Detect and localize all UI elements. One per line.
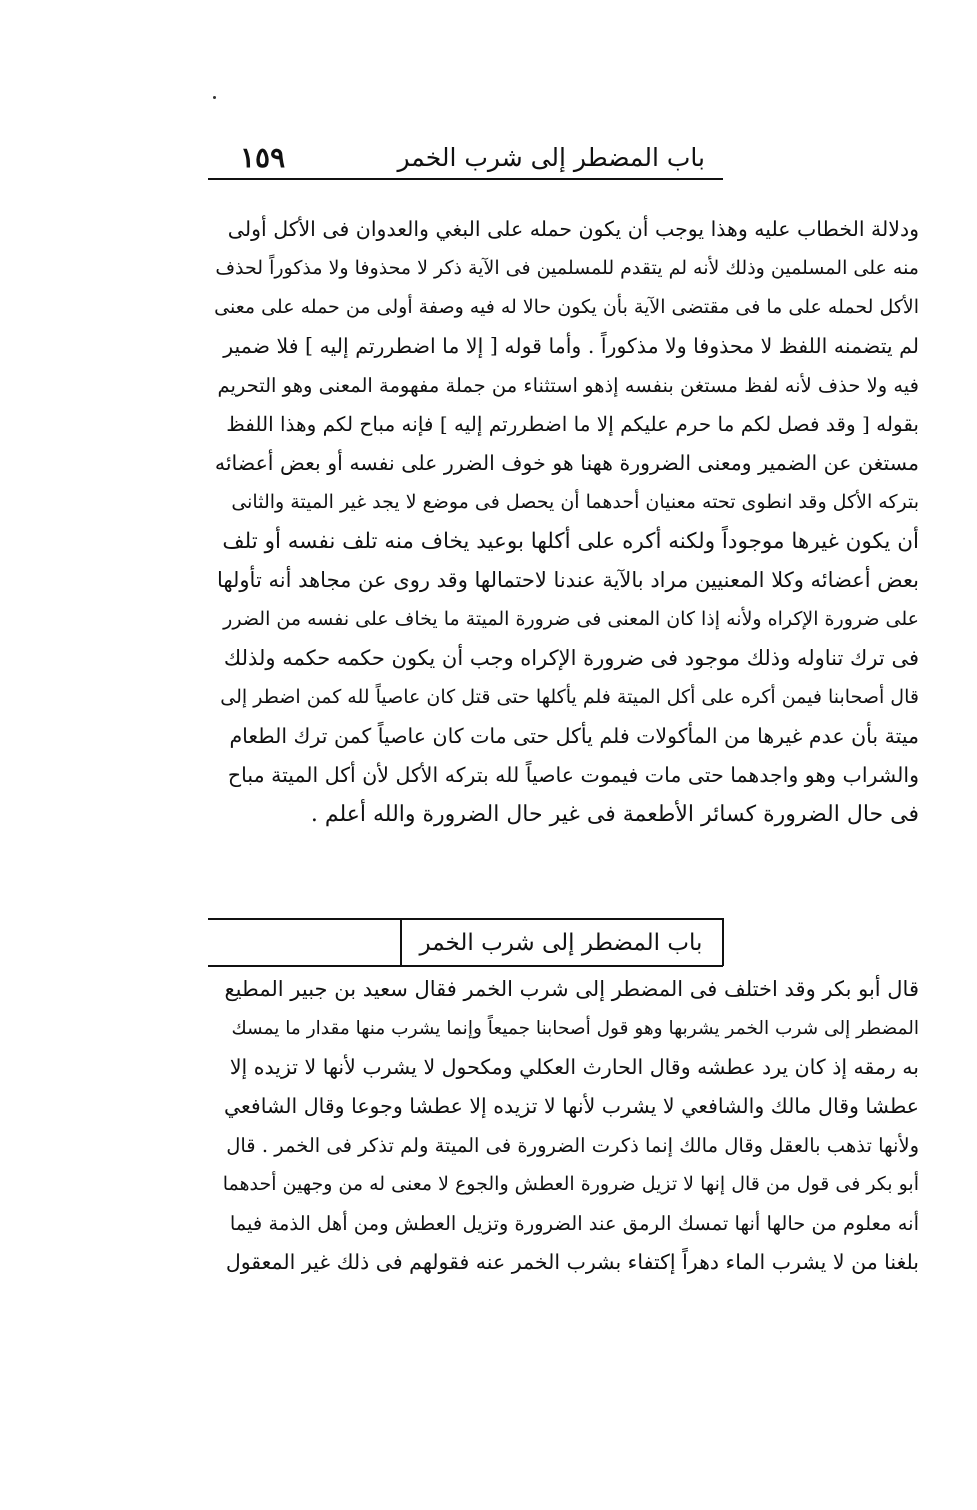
text-line: الأكل لحمله على ما فى مقتضى الآية بأن يكون حالا له فيه وصفة أولى من حمله على معنى <box>214 296 919 318</box>
page-number: ١٥٩ <box>240 141 286 174</box>
text-line: أنه معلوم من حالها أنها تمسك الرمق عند الضرورة وتزيل العطش ومن أهل الذمة فيما <box>229 1212 919 1235</box>
section-title: باب المضطر إلى شرب الخمر <box>419 930 703 956</box>
text-line: قال أبو بكر وقد اختلف فى المضطر إلى شرب الخمر فقال سعيد بن جبير المطيع <box>224 977 919 1001</box>
text-line: به رمقه إذ كان يرد عطشه وقال الحارث العكلي ومكحول لا يشرب لأنها لا تزيده إلا <box>229 1055 919 1079</box>
text-line: مستغن عن الضمير ومعنى الضرورة ههنا هو خوف الضرر على نفسه أو بعض أعضائه <box>214 451 919 475</box>
text-line: بتركه الأكل وقد انطوى تحته معنيان أحدهما أن يحصل فى موضع لا يجد غير الميتة والثانى <box>231 491 919 513</box>
paragraph-1 <box>214 210 919 834</box>
text-line: عطشا وقال مالك والشافعي لا يشرب لأنها لا تزيده إلا عطشا وجوعا وقال الشافعي <box>223 1094 919 1118</box>
text-line: أبو بكر فى قول من قال إنها لا تزيل ضرورة العطش والجوع لا معنى له من وجهين أحدهما <box>222 1173 919 1195</box>
text-line: بلغنا من لا يشرب الماء دهراً إكتفاء بشرب الخمر عنه فقولهم فى ذلك غير المعقول <box>225 1250 919 1274</box>
text-line: المضطر إلى شرب الخمر يشربها وهو قول أصحابنا جميعاً وإنما يشرب منها مقدار ما يمسك <box>231 1018 919 1039</box>
section-rule-top <box>208 918 723 920</box>
text-line: فى حال الضرورة كسائر الأطعمة فى غير حال الضرورة والله أعلم . <box>310 802 919 827</box>
page-header <box>208 132 723 180</box>
ink-speck <box>213 96 216 99</box>
section-box-right-edge <box>722 918 724 966</box>
text-line: لم يتضمنه اللفظ لا محذوفا ولا مذكوراً . وأما قوله [ إلا ما اضطررتم إليه ] فلا ضمير <box>223 334 919 358</box>
text-line: والشراب وهو واجدهما حتى مات فيموت عاصياً لله بتركه الأكل لأن أكل الميتة مباح <box>227 763 919 787</box>
text-line: منه على المسلمين وذلك لأنه لم يتقدم للمسلمين فى الآية ذكر لا محذوفا ولا مذكوراً لحذف <box>215 257 919 279</box>
running-title: باب المضطر إلى شرب الخمر <box>397 143 705 172</box>
text-line: ميتة بأن عدم غيرها من المأكولات فلم يأكل حتى مات كان عاصياً كمن ترك الطعام <box>229 724 919 748</box>
text-line: بقوله [ وقد فصل لكم ما حرم عليكم إلا ما اضطررتم إليه ] فإنه مباح لكم وهذا اللفظ <box>226 412 919 436</box>
text-line: أن يكون غيرها موجوداً ولكنه أكره على أكلها بوعيد يخاف منه تلف نفسه أو تلف <box>222 529 919 554</box>
text-line: فيه ولا حذف لأنه لفظ مستغن بنفسه إذهو استثناء من جملة مفهومة المعنى وهو التحريم <box>217 374 919 397</box>
text-line: فى ترك تناوله وذلك موجود فى ضرورة الإكراه وجب أن يكون حكمه حكمه ولذلك <box>223 646 919 670</box>
text-line: ودلالة الخطاب عليه وهذا يوجب أن يكون حمله على البغي والعدوان فى الأكل أولى <box>227 217 919 241</box>
paragraph-2 <box>214 970 919 1282</box>
text-line: على ضرورة الإكراه ولأنه إذا كان المعنى فى ضرورة الميتة ما يخاف على نفسه من الضرر <box>223 608 919 630</box>
text-line: بعض أعضائه وكلا المعنيين مراد بالآية عندنا لاحتمالها وقد روى عن مجاهد أنه تأولها <box>216 568 919 592</box>
text-line: قال أصحابنا فيمن أكره على أكل الميتة فلم يأكلها حتى قتل كان عاصياً لله كمن اضطر إلى <box>220 686 919 708</box>
section-rule-bottom <box>208 965 723 967</box>
text-line: ولأنها تذهب بالعقل وقال مالك إنما ذكرت الضرورة فى الميتة ولم تذكر فى الخمر . قال <box>226 1134 919 1157</box>
